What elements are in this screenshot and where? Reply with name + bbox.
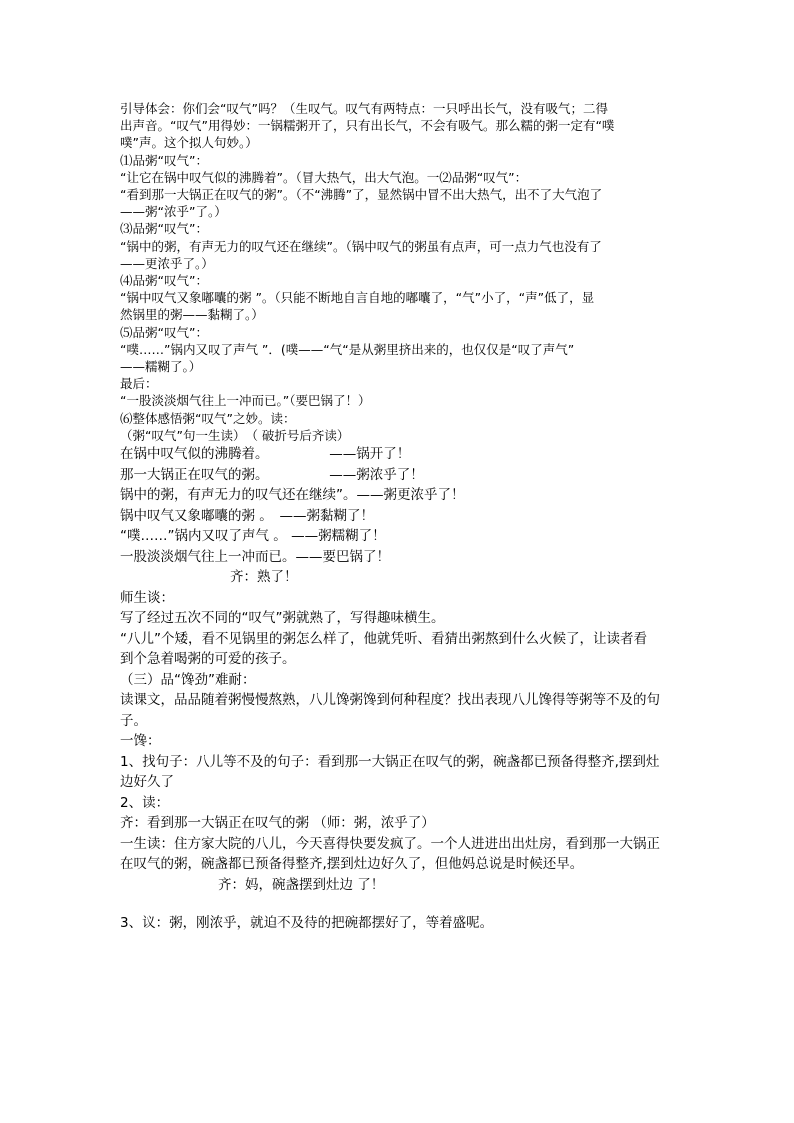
text-line: 一馋：: [120, 733, 161, 750]
text-line: 出声音。“叹气”用得妙：一锅糯粥开了，只有出长气，不会有吸气。那么糯的粥一定有“噗: [120, 118, 615, 134]
text-line: “让它在锅中叹气似的沸腾着”。（冒大热气，出大气泡。一⑵品粥“叹气”：: [120, 169, 528, 185]
reading-line: 在锅中叹气似的沸腾着。 ——锅开了！: [120, 446, 411, 463]
section-heading: （三）品“馋劲”难耐：: [120, 671, 256, 688]
text-line: 引导体会：你们会“叹气”吗？（生叹气。叹气有两特点：一只呼出长气，没有吸气；二得: [120, 101, 608, 116]
text-line: 齐：看到那一大锅正在叹气的粥 （师：粥，浓乎了）: [120, 815, 435, 832]
text-line: 最后：: [120, 376, 158, 392]
text-line: 师生谈：: [120, 589, 174, 606]
text-line: ⑸品粥“叹气”：: [120, 324, 208, 340]
text-line: 3、议：粥，刚浓乎，就迫不及待的把碗都摆好了，等着盛呢。: [120, 915, 494, 932]
text-line: 噗”声。这个拟人句妙。）: [120, 135, 258, 151]
text-line: “八儿”个矮，看不见锅里的粥怎么样了，他就凭听、看猜出粥熬到什么火候了，让读者看: [120, 630, 647, 647]
text-line: ⑹整体感悟粥“叹气”之妙。读：: [120, 410, 296, 426]
reading-line: 一股淡淡烟气往上一冲而已。——要巴锅了！: [120, 548, 390, 565]
text-line: “锅中叹气又象嘟囔的粥 ”。（只能不断地自言自地的嘟囔了，“气”小了，“声”低了，显: [120, 290, 595, 306]
text-line: 到个急着喝粥的可爱的孩子。: [120, 651, 296, 668]
text-line: ——糯糊了。）: [120, 359, 202, 375]
reading-line: 锅中的粥，有声无力的叹气还在继续”。——粥更浓乎了！: [120, 487, 465, 504]
text-line: 然锅里的粥——黏糊了。）: [120, 307, 264, 323]
text-line: 子。: [120, 712, 147, 729]
text-line: “看到那一大锅正在叹气的粥”。（不“沸腾”了，显然锅中冒不出大热气，出不了大气泡了: [120, 187, 603, 203]
text-line: “锅中的粥，有声无力的叹气还在继续”。（锅中叹气的粥虽有点声，可一点力气也没有了: [120, 238, 602, 254]
text-line: ——粥“浓乎”了。）: [120, 204, 227, 220]
text-line: 在叹气的粥，碗盏都已预备得整齐,摆到灶边好久了，但他妈总说是时候还早。: [120, 856, 584, 873]
text-line: 边好久了: [120, 774, 174, 791]
text-line: （粥“叹气”句一生读） （ 破折号后齐读）: [120, 427, 350, 443]
text-line: ⑴品粥“叹气”：: [120, 152, 208, 168]
text-line: 写了经过五次不同的“叹气”粥就熟了，写得趣味横生。: [120, 610, 445, 627]
reading-line: “噗……”锅内又叹了声气 。 ——粥糯糊了！: [120, 528, 386, 545]
reading-line: 齐：熟了！: [230, 569, 298, 586]
text-line: 一生读：住方家大院的八儿，今天喜得快要发疯了。一个人进进出出灶房，看到那一大锅正: [120, 835, 660, 852]
document-body: [120, 100, 680, 934]
text-line: ⑶品粥“叹气”：: [120, 221, 208, 237]
text-line: ⑷品粥“叹气”：: [120, 273, 208, 289]
reading-line: 锅中叹气又象嘟囔的粥 。 ——粥黏糊了！: [120, 507, 375, 524]
reading-line: 那一大锅正在叹气的粥。 ——粥浓乎了！: [120, 466, 424, 483]
text-line: ——更浓乎了。）: [120, 255, 214, 271]
text-line: “一股淡淡烟气往上一冲而已。”（要巴锅了！）: [120, 393, 371, 409]
blank-line: [120, 895, 680, 913]
text-line: 2、读：: [120, 794, 170, 811]
text-line: 读课文，品品随着粥慢慢熬熟，八儿馋粥馋到何种程度？找出表现八儿馋得等粥等不及的句: [120, 692, 660, 709]
text-line: “噗……”锅内又叹了声气 ”．(噗——“气“是从粥里挤出来的，也仅仅是“叹了声气”: [120, 341, 575, 357]
text-line: 1、找句子：八儿等不及的句子：看到那一大锅正在叹气的粥，碗盏都已预备得整齐,摆到灶: [120, 753, 660, 770]
text-line: 齐：妈，碗盏摆到灶边 了！: [218, 876, 385, 893]
